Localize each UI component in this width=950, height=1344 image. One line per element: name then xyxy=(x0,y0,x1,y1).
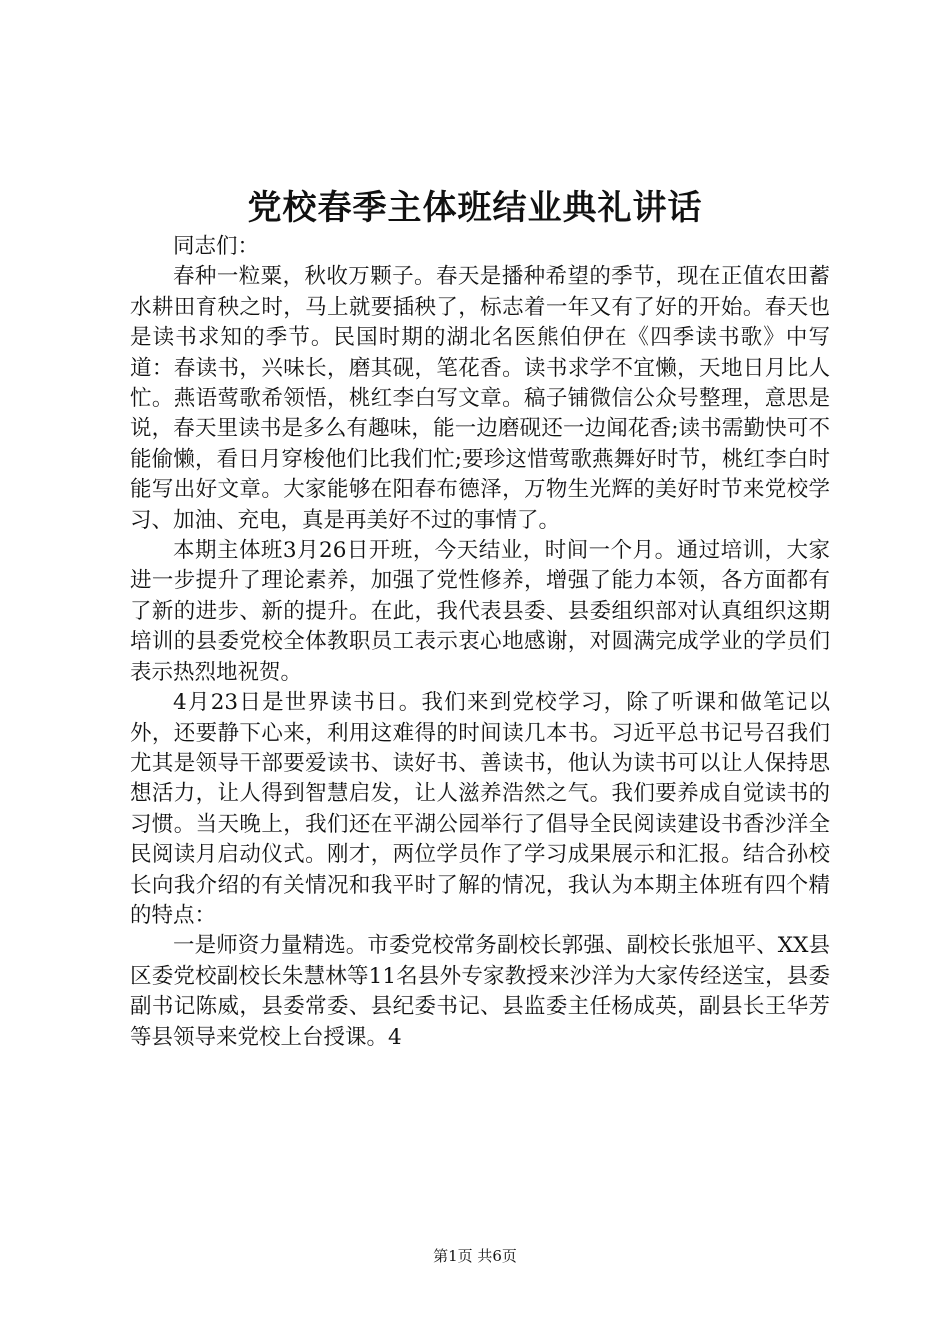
salutation-paragraph: 同志们： xyxy=(173,234,260,259)
body-paragraph: 一是师资力量精选。市委党校常务副校长郭强、副校长张旭平、XX县区委党校副校长朱慧林等11名县外专家教授来沙洋为大家传经送宝，县委副书记陈威，县委常委、县纪委书记、县监委主任杨成英，副县长王华芳等县领导来党校上台授课。4 xyxy=(130,933,830,1050)
body-paragraph: 本期主体班3月26日开班，今天结业，时间一个月。通过培训，大家进一步提升了理论素养，加强了党性修养，增强了能力本领，各方面都有了新的进步、新的提升。在此，我代表县委、县委组织部对认真组织这期培训的县委党校全体教职员工表示衷心地感谢，对圆满完成学业的学员们表示热烈地祝贺。 xyxy=(130,538,830,685)
document-body xyxy=(130,232,830,1053)
body-paragraph: 4月23日是世界读书日。我们来到党校学习，除了听课和做笔记以外，还要静下心来，利用这难得的时间读几本书。习近平总书记号召我们尤其是领导干部要爱读书、读好书、善读书，他认为读书可以让人保持思想活力，让人得到智慧启发，让人滋养浩然之气。我们要养成自觉读书的习惯。当天晚上，我们还在平湖公园举行了倡导全民阅读建设书香沙洋全民阅读月启动仪式。刚才，两位学员作了学习成果展示和汇报。结合孙校长向我介绍的有关情况和我平时了解的情况，我认为本期主体班有四个精的特点： xyxy=(130,690,830,928)
page-number-footer: 第1页 共6页 xyxy=(433,1247,517,1265)
body-paragraph: 春种一粒粟，秋收万颗子。春天是播种希望的季节，现在正值农田蓄水耕田育秧之时，马上就要插秧了，标志着一年又有了好的开始。春天也是读书求知的季节。民国时期的湖北名医熊伯伊在《四季读书歌》中写道：春读书，兴味长，磨其砚，笔花香。读书求学不宜懒，天地日月比人忙。燕语莺歌希领悟，桃红李白写文章。稿子铺微信公众号整理，意思是说，春天里读书是多么有趣味，能一边磨砚还一边闻花香;读书需勤快可不能偷懒，看日月穿梭他们比我们忙;要珍这惜莺歌燕舞好时节，桃红李白时能写出好文章。大家能够在阳春布德泽，万物生光辉的美好时节来党校学习、加油、充电，真是再美好不过的事情了。 xyxy=(130,264,830,533)
document-title: 党校春季主体班结业典礼讲话 xyxy=(247,188,703,228)
